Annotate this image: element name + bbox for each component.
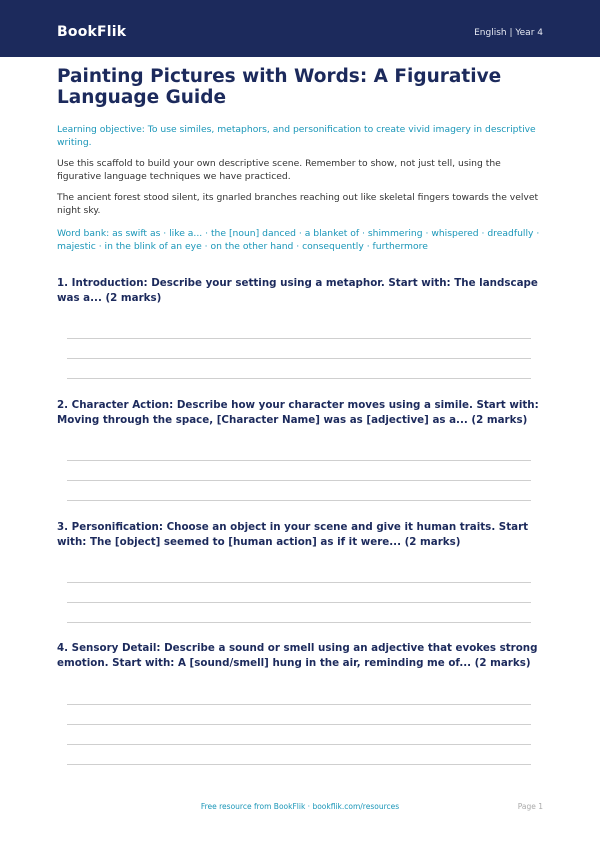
subject-year-label: English | Year 4	[474, 28, 543, 38]
question-4	[57, 641, 543, 670]
answer-line[interactable]	[67, 358, 531, 359]
intro-section	[57, 66, 543, 253]
answer-line[interactable]	[67, 764, 531, 765]
answer-line[interactable]	[67, 602, 531, 603]
question-3-prompt: 3. Personification: Choose an object in your scene and give it human traits. Start with: The [object] seemed to [human action] as if it were... (2 marks)	[57, 521, 529, 548]
learning-objective: Learning objective: To use similes, metaphors, and personification to create vivid imagery in descriptive writing.	[57, 124, 536, 148]
example-sentence: The ancient forest stood silent, its gnarled branches reaching out like skeletal fingers towards the velvet night sky.	[57, 192, 539, 216]
page-header	[0, 0, 600, 57]
question-1-prompt: 1. Introduction: Describe your setting using a metaphor. Start with: The landscape was a... (2 marks)	[57, 277, 538, 304]
brand-logo: BookFlik	[57, 24, 127, 40]
answer-line[interactable]	[67, 378, 531, 379]
instructions-text: Use this scaffold to build your own descriptive scene. Remember to show, not just tell, using the figurative language techniques we have practiced.	[57, 158, 501, 182]
answer-line[interactable]	[67, 460, 531, 461]
answer-line[interactable]	[67, 480, 531, 481]
word-bank: Word bank: as swift as · like a... · the [noun] danced · a blanket of · shimmering · whispered · dreadfully · majestic · in the blink of an eye · on the other hand · consequently · furthermore	[57, 228, 540, 252]
question-2	[57, 398, 543, 427]
answer-line[interactable]	[67, 622, 531, 623]
question-1	[57, 276, 543, 305]
answer-line[interactable]	[67, 704, 531, 705]
answer-line[interactable]	[67, 500, 531, 501]
answer-line[interactable]	[67, 724, 531, 725]
answer-line[interactable]	[67, 338, 531, 339]
answer-line[interactable]	[67, 582, 531, 583]
question-4-prompt: 4. Sensory Detail: Describe a sound or smell using an adjective that evokes strong emotion. Start with: A [sound/smell] hung in the air, reminding me of... (2 marks)	[57, 642, 538, 669]
question-3	[57, 520, 543, 549]
page-number: Page 1	[517, 802, 543, 811]
footer-source-link[interactable]: Free resource from BookFlik · bookflik.com/resources	[200, 802, 400, 811]
answer-line[interactable]	[67, 744, 531, 745]
question-2-prompt: 2. Character Action: Describe how your character moves using a simile. Start with: Moving through the space, [Character Name] was as [adjective] as a... (2 marks)	[57, 399, 539, 426]
page-title: Painting Pictures with Words: A Figurative Language Guide	[57, 66, 502, 108]
